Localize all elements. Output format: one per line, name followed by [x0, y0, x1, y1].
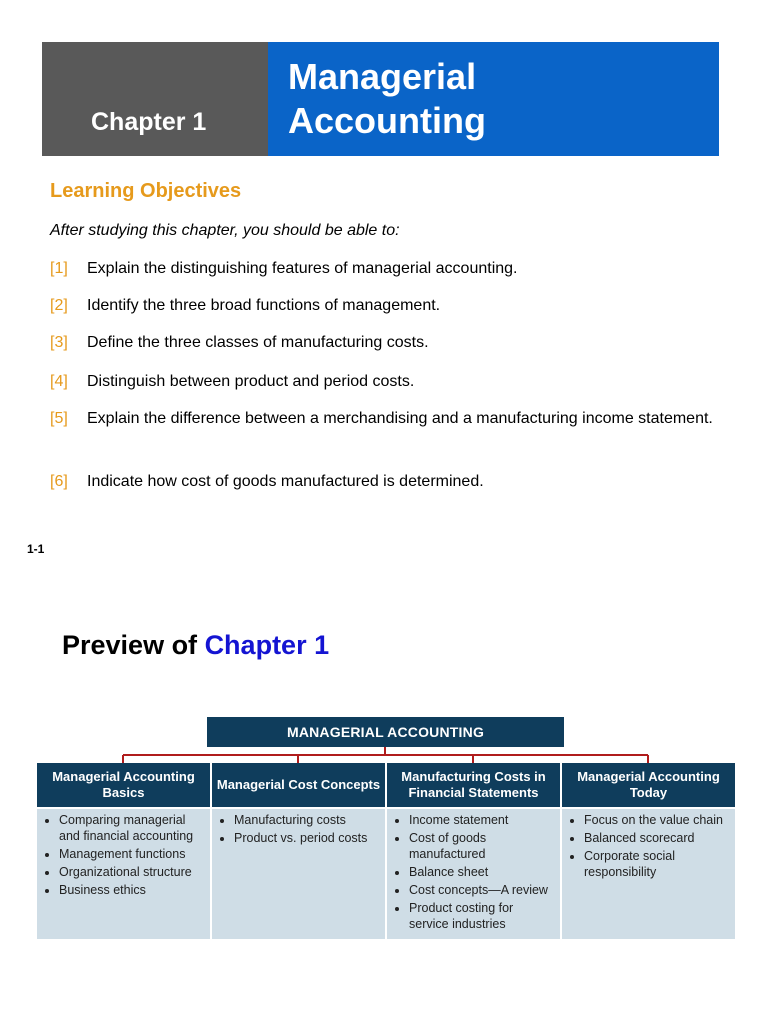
list-item: • Product vs. period costs [234, 830, 381, 846]
objective-number: [1] [50, 260, 68, 277]
list-item: • Business ethics [59, 882, 206, 898]
objective-text: Identify the three broad functions of management. [87, 297, 441, 314]
objective-text: Indicate how cost of goods manufactured is determined. [87, 473, 484, 490]
column-heading: Managerial Accounting Today [562, 763, 735, 807]
list-item: • Manufacturing costs [234, 812, 381, 828]
column-body [562, 809, 735, 939]
chapter-title-line1: Managerial [288, 56, 477, 97]
objective-text: Explain the distinguishing features of managerial accounting. [87, 260, 518, 277]
list-item: • Comparing managerial and financial accounting [59, 812, 206, 844]
objectives-intro: After studying this chapter, you should be able to: [50, 222, 400, 239]
column-heading: Managerial Accounting Basics [37, 763, 210, 807]
list-item: • Cost concepts—A review [409, 882, 556, 898]
objective-text: Define the three classes of manufacturing costs. [87, 334, 429, 351]
list-item: • Corporate social responsibility [584, 848, 731, 880]
list-item: • Balanced scorecard [584, 830, 731, 846]
list-item: • Focus on the value chain [584, 812, 731, 828]
list-item: • Cost of goods manufactured [409, 830, 556, 862]
chapter-label: Chapter 1 [91, 108, 207, 136]
learning-objectives-heading: Learning Objectives [50, 180, 242, 202]
preview-chapter: Chapter 1 [204, 630, 330, 660]
objective-number: [3] [50, 334, 68, 351]
preview-prefix: Preview of [62, 630, 205, 660]
objective-number: [5] [50, 410, 68, 427]
list-item: • Income statement [409, 812, 556, 828]
list-item: • Balance sheet [409, 864, 556, 880]
column-body [387, 809, 560, 939]
objective-text: Explain the difference between a merchandising and a manufacturing income statement. [87, 410, 713, 427]
chapter-title-line2: Accounting [288, 100, 486, 141]
column-heading: Managerial Cost Concepts [212, 763, 385, 807]
objective-number: [6] [50, 473, 68, 490]
list-item: • Organizational structure [59, 864, 206, 880]
objective-number: [2] [50, 297, 68, 314]
org-chart-root: MANAGERIAL ACCOUNTING [207, 717, 564, 747]
objective-number: [4] [50, 373, 68, 390]
column-body [37, 809, 210, 939]
list-item: • Management functions [59, 846, 206, 862]
column-heading: Manufacturing Costs in Financial Statements [387, 763, 560, 807]
page-number: 1-1 [27, 542, 45, 556]
column-body [212, 809, 385, 939]
list-item: • Product costing for service industries [409, 900, 556, 932]
objective-text: Distinguish between product and period costs. [87, 373, 415, 390]
